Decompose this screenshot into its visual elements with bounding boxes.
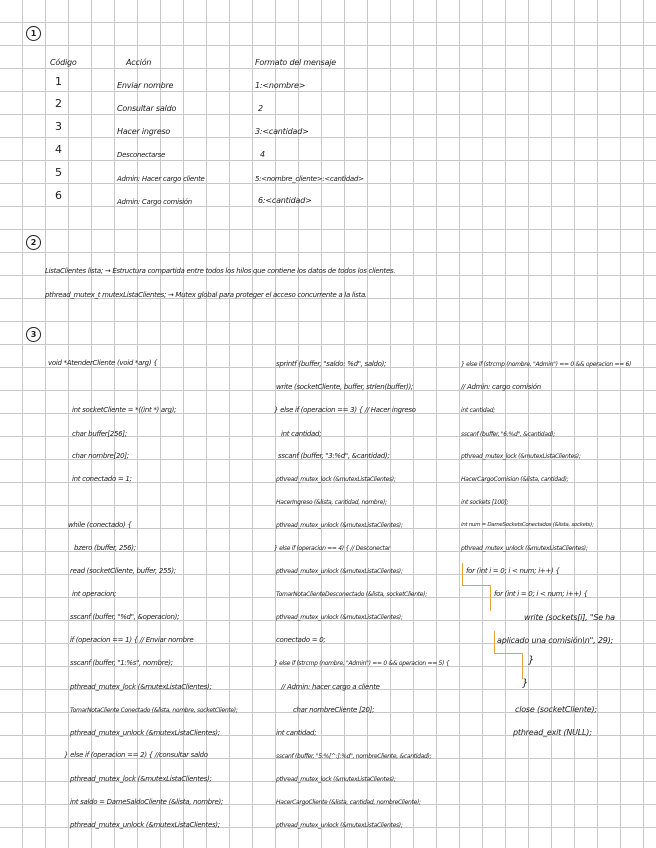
- code-line: for (int i = 0; i < num; i++) {: [466, 567, 560, 575]
- code-line: char nombreCliente [20];: [293, 706, 375, 714]
- table-row-6-format: 6:<cantidad>: [258, 196, 312, 205]
- code-line: sscanf (buffer, "%d", &operacion);: [70, 613, 180, 621]
- table-row-6-code: 6: [55, 189, 62, 202]
- table-row-2-action: Consultar saldo: [117, 104, 177, 113]
- code-line: pthread_mutex_unlock (&mutexListaClientes);: [276, 614, 403, 621]
- code-line: int conectado = 1;: [72, 475, 132, 483]
- loop-bracket-inner: [490, 585, 491, 611]
- code-line: int num = DameSocketsConectados (&lista, sockets);: [461, 522, 594, 528]
- table-header-action: Acción: [126, 58, 152, 67]
- code-line: } else if (operacion == 2) { //consultar saldo: [64, 751, 208, 759]
- code-line: } else if (strcmp (nombre, "Admin") == 0 && operacion == 6): [461, 361, 632, 368]
- section-1-marker: 1: [26, 26, 41, 41]
- table-row-1-action: Enviar nombre: [117, 81, 174, 90]
- code-line: pthread_mutex_unlock (&mutexListaClientes);: [70, 821, 220, 829]
- code-line: pthread_mutex_lock (&mutexListaClientes);: [276, 476, 396, 483]
- code-line: pthread_exit (NULL);: [513, 728, 592, 737]
- code-line: pthread_mutex_unlock (&mutexListaClientes);: [461, 545, 588, 552]
- table-row-4-action: Desconectarse: [117, 151, 166, 159]
- code-line: write (socketCliente, buffer, strlen(buffer));: [276, 383, 413, 391]
- code-line: TomarNotaCliente Conectado (&lista, nombre, socketCliente);: [70, 707, 238, 714]
- section-2-marker: 2: [26, 235, 41, 250]
- code-line: bzero (buffer, 256);: [74, 544, 136, 552]
- code-line: } else if (operacion == 3) { // Hacer ingreso: [274, 406, 416, 414]
- code-line: int cantidad;: [461, 407, 495, 414]
- code-line: TomarNotaClienteDesconectado (&lista, socketCliente);: [276, 591, 427, 598]
- code-line: sscanf (buffer, "1:%s", nombre);: [70, 659, 173, 667]
- code-line: pthread_mutex_unlock (&mutexListaClientes);: [276, 568, 403, 575]
- code-line: } else if (operacion == 4) { // Desconectar: [274, 545, 390, 552]
- code-line: int cantidad;: [281, 430, 322, 438]
- code-line: // Admin: hacer cargo a cliente: [281, 683, 380, 691]
- code-line: pthread_mutex_lock (&mutexListaClientes);: [276, 776, 396, 783]
- code-line: HacerCargoCliente (&lista, cantidad, nombreCliente);: [276, 799, 421, 806]
- code-line: conectado = 0;: [276, 636, 326, 644]
- table-row-1-format: 1:<nombre>: [255, 81, 306, 90]
- table-row-4-code: 4: [55, 143, 62, 156]
- code-line: pthread_mutex_lock (&mutexListaClientes);: [70, 775, 212, 783]
- code-line: char buffer[256];: [72, 430, 127, 438]
- table-row-4-format: 4: [260, 150, 265, 159]
- table-header-code: Código: [50, 58, 77, 67]
- code-line: while (conectado) {: [68, 521, 132, 529]
- code-line: pthread_mutex_lock (&mutexListaClientes);: [70, 683, 212, 691]
- table-row-1-code: 1: [55, 75, 62, 88]
- table-row-3-format: 3:<cantidad>: [255, 127, 309, 136]
- code-line: sscanf (buffer, "6:%d", &cantidad);: [461, 431, 555, 438]
- table-row-5-format: 5:<nombre_cliente>:<cantidad>: [255, 175, 364, 183]
- code-line: } else if (strcmp (nombre, "Admin") == 0 && operacion == 5) {: [274, 660, 450, 667]
- code-line: HacerCargoComision (&lista, cantidad);: [461, 476, 569, 483]
- code-line: read (socketCliente, buffer, 255);: [70, 567, 176, 575]
- table-row-3-code: 3: [55, 120, 62, 133]
- code-line: if (operacion == 1) { // Enviar nombre: [70, 636, 194, 644]
- code-line: int sockets [100];: [461, 499, 509, 506]
- loop-bracket-tail: [522, 653, 523, 679]
- code-line: sprintf (buffer, "saldo: %d", saldo);: [276, 360, 387, 368]
- loop-bracket-outer-bottom: [462, 585, 490, 586]
- code-line: sscanf (buffer, "3:%d", &cantidad);: [278, 452, 390, 460]
- code-line: pthread_mutex_unlock (&mutexListaClientes);: [70, 729, 220, 737]
- code-line: int cantidad;: [276, 729, 317, 737]
- code-line: pthread_mutex_unlock (&mutexListaClientes);: [276, 822, 403, 829]
- code-line: int socketCliente = *((int *) arg);: [72, 406, 177, 414]
- table-row-2-format: 2: [258, 104, 263, 113]
- code-line: }: [528, 655, 535, 666]
- code-line: sscanf (buffer, "5:%[^:]:%d", nombreCliente, &cantidad);: [276, 753, 432, 760]
- code-line: void *AtenderCliente (void *arg) {: [48, 359, 158, 367]
- code-line: HacerIngreso (&lista, cantidad, nombre);: [276, 499, 387, 506]
- loop-bracket-body: [494, 631, 495, 653]
- table-row-6-action: Admin: Cargo comisión: [117, 198, 192, 206]
- code-line: int saldo = DameSaldoCliente (&lista, nombre);: [70, 798, 223, 806]
- code-line: char nombre[20];: [72, 452, 129, 460]
- table-row-5-action: Admin: Hacer cargo cliente: [117, 175, 205, 183]
- section-2-line-1: ListaClientes lista; → Estructura compartida entre todos los hilos que contiene los datos de todos los clientes.: [45, 267, 396, 275]
- code-line: pthread_mutex_lock (&mutexListaClientes);: [461, 453, 581, 460]
- section-2-line-2: pthread_mutex_t mutexListaClientes; → Mutex global para proteger el acceso concurrente a la lista.: [45, 291, 367, 299]
- table-header-format: Formato del mensaje: [255, 58, 337, 67]
- code-line: aplicado una comisión\n", 29);: [497, 636, 614, 645]
- table-row-2-code: 2: [55, 97, 62, 110]
- code-line: }: [522, 678, 529, 689]
- loop-bracket-body-bottom: [494, 653, 522, 654]
- section-3-marker: 3: [26, 327, 41, 342]
- loop-bracket-outer: [462, 563, 463, 585]
- code-line: // Admin: cargo comisión: [461, 383, 541, 391]
- table-row-3-action: Hacer ingreso: [117, 127, 171, 136]
- code-line: write (sockets[i], "Se ha: [524, 613, 615, 622]
- code-line: pthread_mutex_unlock (&mutexListaClientes);: [276, 522, 403, 529]
- code-line: int operacion;: [72, 590, 117, 598]
- code-line: for (int i = 0; i < num; i++) {: [494, 590, 588, 598]
- table-row-5-code: 5: [55, 166, 62, 179]
- code-line: close (socketCliente);: [515, 705, 597, 714]
